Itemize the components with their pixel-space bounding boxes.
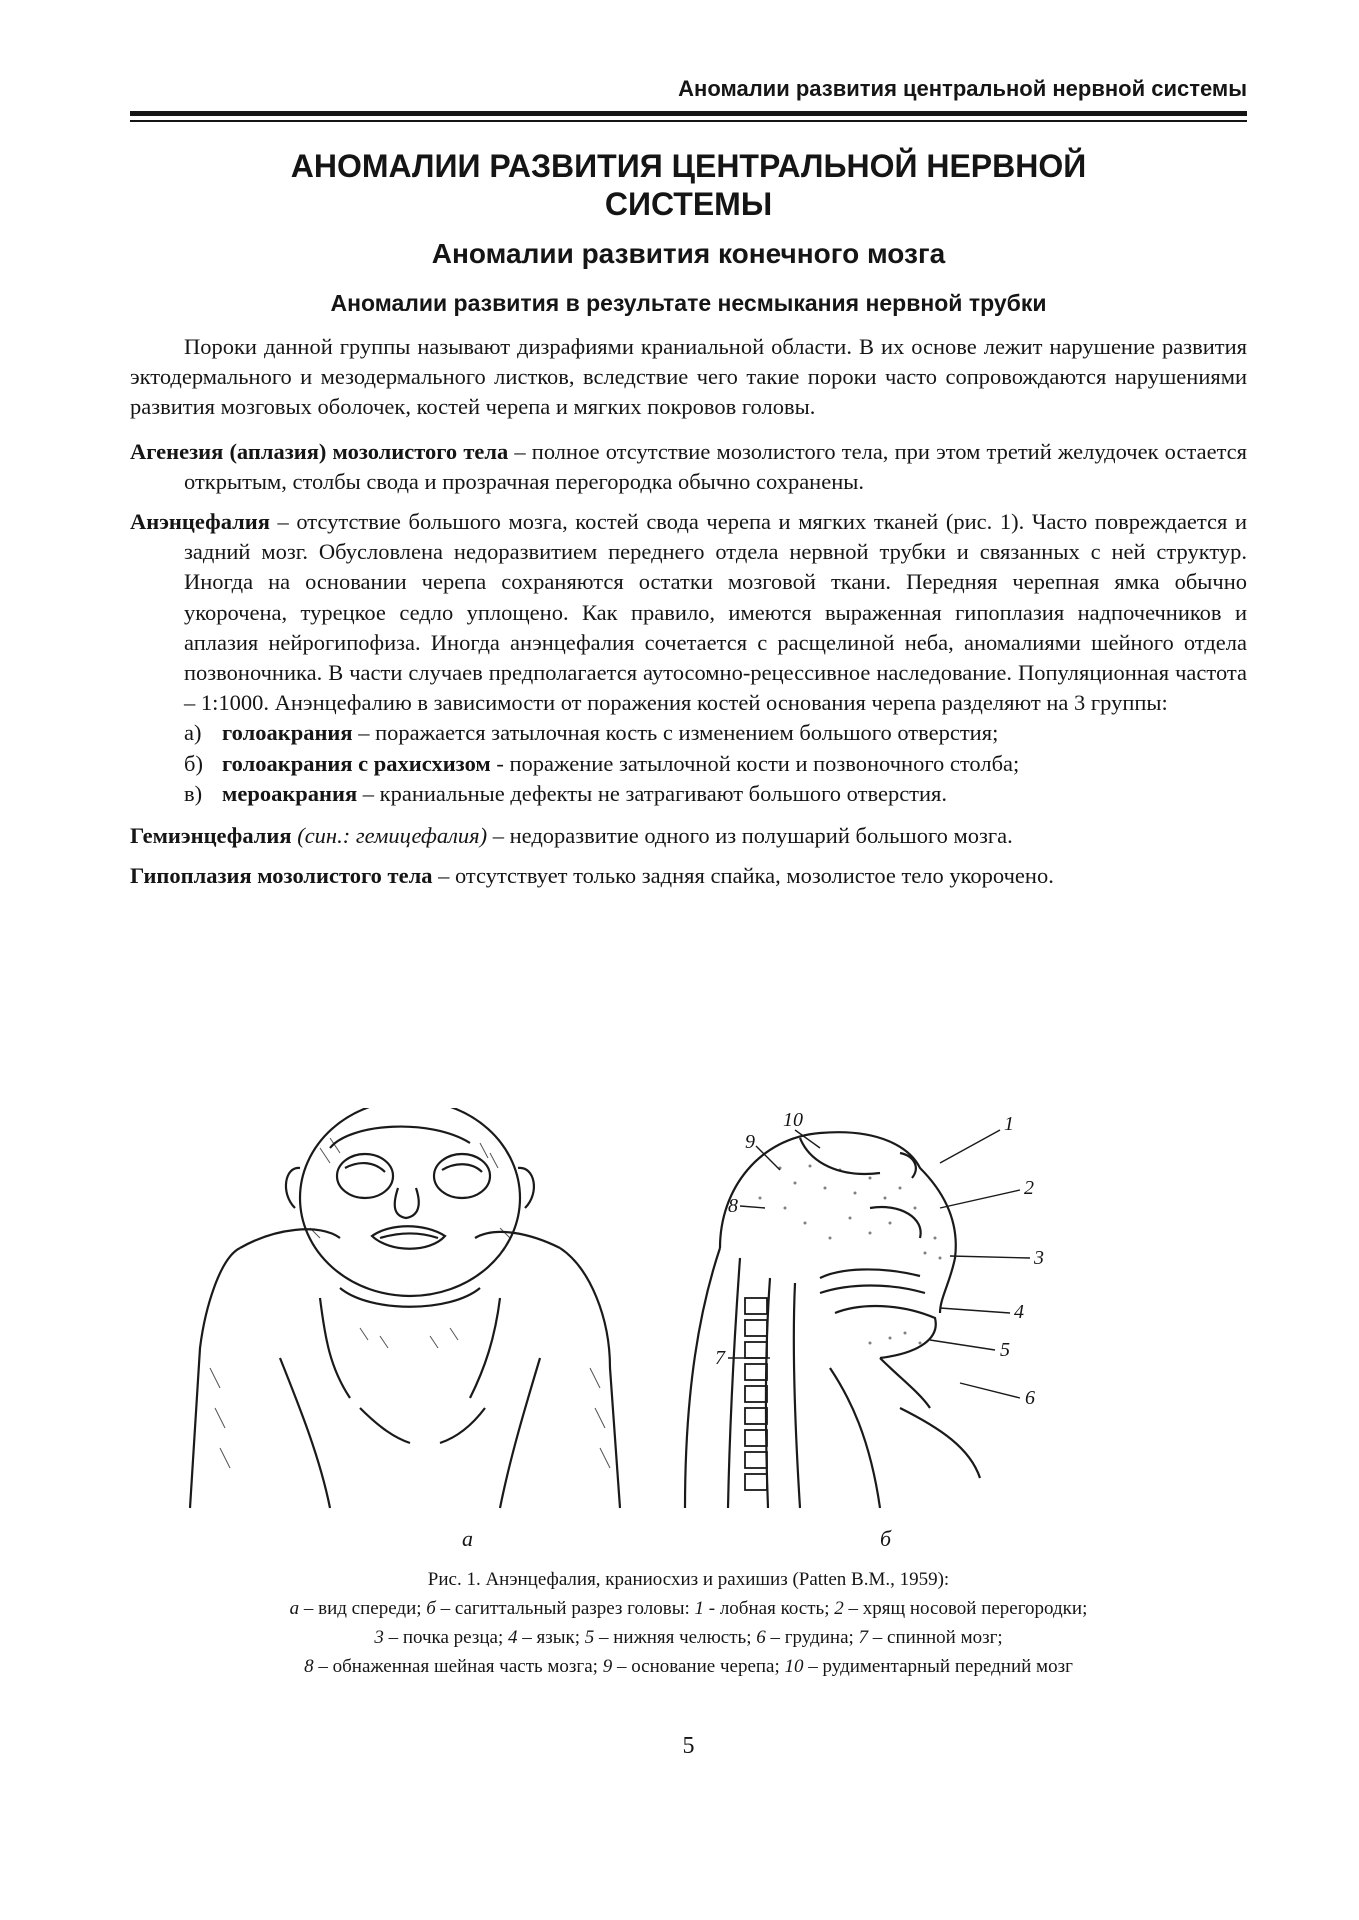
list-marker: а) xyxy=(184,720,202,746)
panel-b-stipple xyxy=(759,1165,942,1345)
header-rule-thick xyxy=(130,111,1247,116)
callout-5: 5 xyxy=(1000,1339,1010,1361)
callout-8: 8 xyxy=(728,1195,738,1217)
list-term: голоакрания xyxy=(222,720,353,746)
legend-text: – нижняя челюсть; xyxy=(594,1627,757,1648)
list-text: – краниальные дефекты не затрагивают большого отверстия. xyxy=(357,780,948,806)
intro-paragraph: Пороки данной группы называют дизрафиями краниальной области. В их основе лежит нарушение развития эктодермального и мезодермального листков, вследствие чего такие пороки часто сопровождаются нарушениями развития мозговых оболочек, костей черепа и мягких покровов головы. xyxy=(130,334,1247,420)
legend-key: а xyxy=(289,1598,300,1619)
panel-a-drawing xyxy=(190,1108,620,1508)
panel-a-label: а xyxy=(462,1526,473,1551)
legend-text: – хрящ носовой перегородки; xyxy=(843,1598,1088,1619)
list-item xyxy=(184,779,1247,809)
legend-text: – рудиментарный передний мозг xyxy=(803,1656,1073,1677)
legend-key: 6 xyxy=(756,1627,766,1648)
legend-key: 10 xyxy=(784,1656,804,1677)
legend-text: – спинной мозг; xyxy=(868,1627,1003,1648)
caption-legend-line-2 xyxy=(130,1623,1247,1652)
list-item xyxy=(184,749,1247,779)
entry-text: – отсутствие большого мозга, костей свода черепа и мягких тканей (рис. 1). Часто повреждается и задний мозг. Обусловлена недоразвитием переднего отдела нервной трубки и связанных с ней структур. Иногда на основании черепа сохраняются остатки мозговой ткани. Передняя черепная ямка обычно укорочена, турецкое седло уплощено. Как правило, имеются выраженная гипоплазия надпочечников и аплазия нейрогипофиза. Иногда анэнцефалия сочетается с расщелиной неба, аномалиями шейного отдела позвоночника. В части случаев предполагается аутосомно-рецессивное наследование. Популяционная частота – 1:1000. Анэнцефалию в зависимости от поражения костей основания черепа разделяют на 3 группы: xyxy=(184,509,1247,716)
panel-b-drawing xyxy=(685,1132,980,1508)
page-title: АНОМАЛИИ РАЗВИТИЯ ЦЕНТРАЛЬНОЙ НЕРВНОЙ СИСТЕМЫ xyxy=(290,148,1087,222)
running-head: Аномалии развития центральной нервной системы xyxy=(678,76,1247,101)
list-item xyxy=(184,718,1247,748)
legend-text: – язык; xyxy=(517,1627,585,1648)
panel-b-leader-lines xyxy=(728,1130,1030,1398)
legend-text: – почка резца; xyxy=(383,1627,508,1648)
entry-corpus-callosum-hypoplasia xyxy=(130,861,1247,891)
legend-key: 9 xyxy=(602,1656,613,1677)
callout-1: 1 xyxy=(1004,1113,1014,1135)
legend-key: 5 xyxy=(584,1627,595,1648)
legend-text: – вид спереди; xyxy=(299,1598,427,1619)
body-text xyxy=(130,332,1247,901)
list-text: – поражается затылочная кость с изменением большого отверстия; xyxy=(352,720,999,746)
legend-text: – сагиттальный разрез головы: xyxy=(435,1598,695,1619)
list-text: - поражение затылочной кости и позвоночного столба; xyxy=(490,750,1020,776)
caption-title: Рис. 1. Анэнцефалия, краниосхиз и рахишиз (Patten B.M., 1959): xyxy=(427,1569,950,1590)
legend-key: 4 xyxy=(507,1627,518,1648)
panel-b-label: б xyxy=(880,1526,892,1551)
callout-7: 7 xyxy=(715,1347,725,1369)
caption-legend-line-3 xyxy=(130,1652,1247,1681)
entry-synonym: (син.: гемицефалия) xyxy=(291,823,488,849)
legend-key: б xyxy=(426,1598,436,1619)
callout-6: 6 xyxy=(1025,1387,1035,1409)
list-term: мероакрания xyxy=(222,780,358,806)
legend-key: 3 xyxy=(374,1627,384,1648)
callout-9: 9 xyxy=(745,1131,755,1153)
panel-b-vertebrae xyxy=(745,1298,767,1490)
figure-illustration xyxy=(180,1108,1140,1528)
figure-1 xyxy=(180,1108,1140,1551)
legend-key: 8 xyxy=(304,1656,314,1677)
legend-text: – основание черепа; xyxy=(612,1656,785,1677)
entry-text: – недоразвитие одного из полушарий большого мозга. xyxy=(487,823,1013,849)
callout-10: 10 xyxy=(783,1109,803,1131)
list-marker: в) xyxy=(184,780,203,806)
entry-text: – отсутствует только задняя спайка, мозолистое тело укорочено. xyxy=(432,863,1054,889)
legend-text: – грудина; xyxy=(765,1627,859,1648)
entry-anencephaly xyxy=(130,507,1247,718)
subsection-heading: Аномалии развития в результате несмыкания нервной трубки xyxy=(330,290,1047,316)
list-term: голоакрания с рахисхизом xyxy=(222,750,491,776)
entry-agenesis xyxy=(130,437,1247,497)
legend-key: 7 xyxy=(858,1627,869,1648)
caption-legend-line-1 xyxy=(130,1594,1247,1623)
entry-term: Гемиэнцефалия xyxy=(130,823,292,849)
panel-a-shading xyxy=(210,1138,610,1468)
legend-text: - лобная кость; xyxy=(704,1598,835,1619)
callout-4: 4 xyxy=(1014,1301,1024,1323)
anencephaly-groups-list xyxy=(130,718,1247,809)
legend-key: 2 xyxy=(834,1598,844,1619)
list-marker: б) xyxy=(184,750,203,776)
page-number: 5 xyxy=(682,1733,695,1759)
entry-hemiencephaly xyxy=(130,821,1247,851)
header-rule-thin xyxy=(130,120,1247,122)
entry-term: Гипоплазия мозолистого тела xyxy=(130,863,433,889)
entry-text: – полное отсутствие мозолистого тела, при этом третий желудочек остается открытым, столбы свода и прозрачная перегородка обычно сохранены. xyxy=(184,438,1248,494)
legend-key: 1 xyxy=(694,1598,704,1619)
callout-2: 2 xyxy=(1024,1177,1034,1199)
callout-3: 3 xyxy=(1034,1247,1044,1269)
entry-term: Агенезия (аплазия) мозолистого тела xyxy=(130,438,509,464)
legend-text: – обнаженная шейная часть мозга; xyxy=(313,1656,603,1677)
figure-caption xyxy=(130,1565,1247,1681)
entry-term: Анэнцефалия xyxy=(130,509,270,535)
section-heading: Аномалии развития конечного мозга xyxy=(431,238,946,269)
